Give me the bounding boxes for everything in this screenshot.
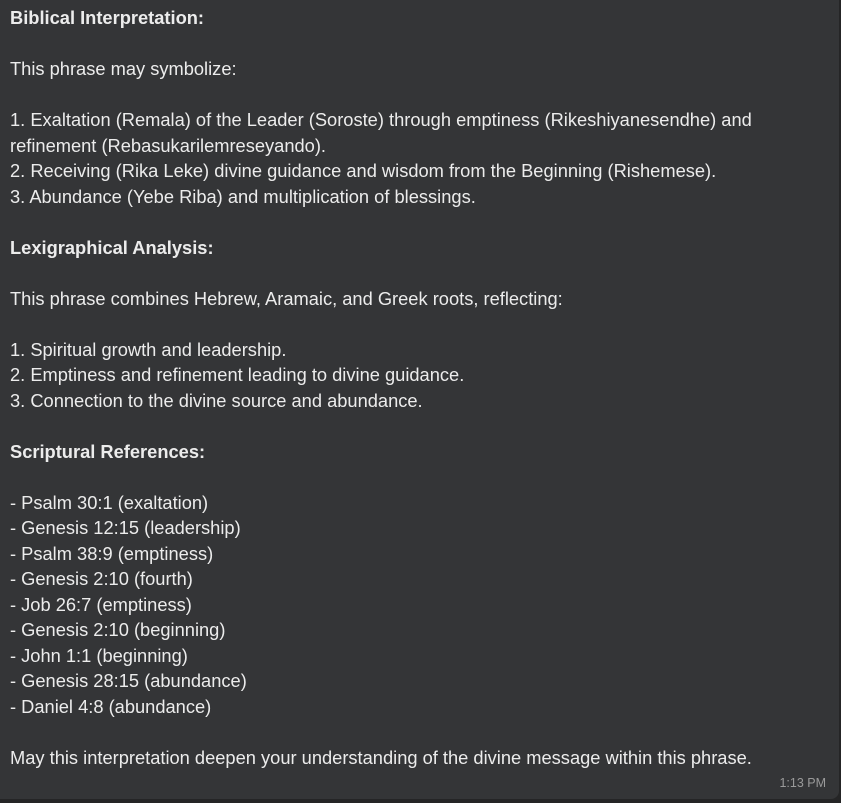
spacer	[10, 209, 829, 235]
section-heading-biblical-interpretation: Biblical Interpretation:	[10, 7, 205, 28]
message-timestamp: 1:13 PM	[779, 776, 826, 790]
list-item: 2. Receiving (Rika Leke) divine guidance and wisdom from the Beginning (Rishemese).	[10, 160, 717, 181]
section-intro: This phrase combines Hebrew, Aramaic, and Greek roots, reflecting:	[10, 287, 563, 309]
spacer	[10, 464, 829, 490]
section-heading-lexigraphical-analysis: Lexigraphical Analysis:	[10, 236, 214, 258]
spacer	[10, 260, 829, 286]
list-item: 1. Spiritual growth and leadership.	[10, 338, 287, 360]
reference-item: - Genesis 2:10 (fourth)	[10, 568, 193, 589]
list-item: 3. Connection to the divine source and abundance.	[10, 389, 423, 411]
reference-item: - John 1:1 (beginning)	[10, 644, 188, 666]
reference-item: - Psalm 38:9 (emptiness)	[10, 542, 214, 564]
list-item: 3. Abundance (Yebe Riba) and multiplication of blessings.	[10, 185, 476, 207]
section-intro: This phrase may symbolize:	[10, 58, 237, 79]
spacer	[10, 31, 829, 57]
spacer	[10, 719, 829, 745]
closing-text: May this interpretation deepen your understanding of the divine message within this phrase.	[10, 746, 752, 768]
reference-item: - Genesis 2:10 (beginning)	[10, 619, 226, 640]
list-item: 1. Exaltation (Remala) of the Leader (Soroste) through emptiness (Rikeshiyanesendhe) and refinement (Rebasukarilemreseyando).	[10, 109, 757, 156]
section-heading-scriptural-references: Scriptural References:	[10, 440, 206, 462]
list-item: 2. Emptiness and refinement leading to divine guidance.	[10, 364, 465, 385]
reference-item: - Genesis 28:15 (abundance)	[10, 670, 247, 691]
reference-item: - Psalm 30:1 (exaltation)	[10, 491, 209, 513]
reference-item: - Job 26:7 (emptiness)	[10, 593, 192, 615]
spacer	[10, 311, 829, 337]
reference-item: - Daniel 4:8 (abundance)	[10, 695, 212, 717]
spacer	[10, 82, 829, 108]
spacer	[10, 413, 829, 439]
reference-item: - Genesis 12:15 (leadership)	[10, 517, 241, 538]
